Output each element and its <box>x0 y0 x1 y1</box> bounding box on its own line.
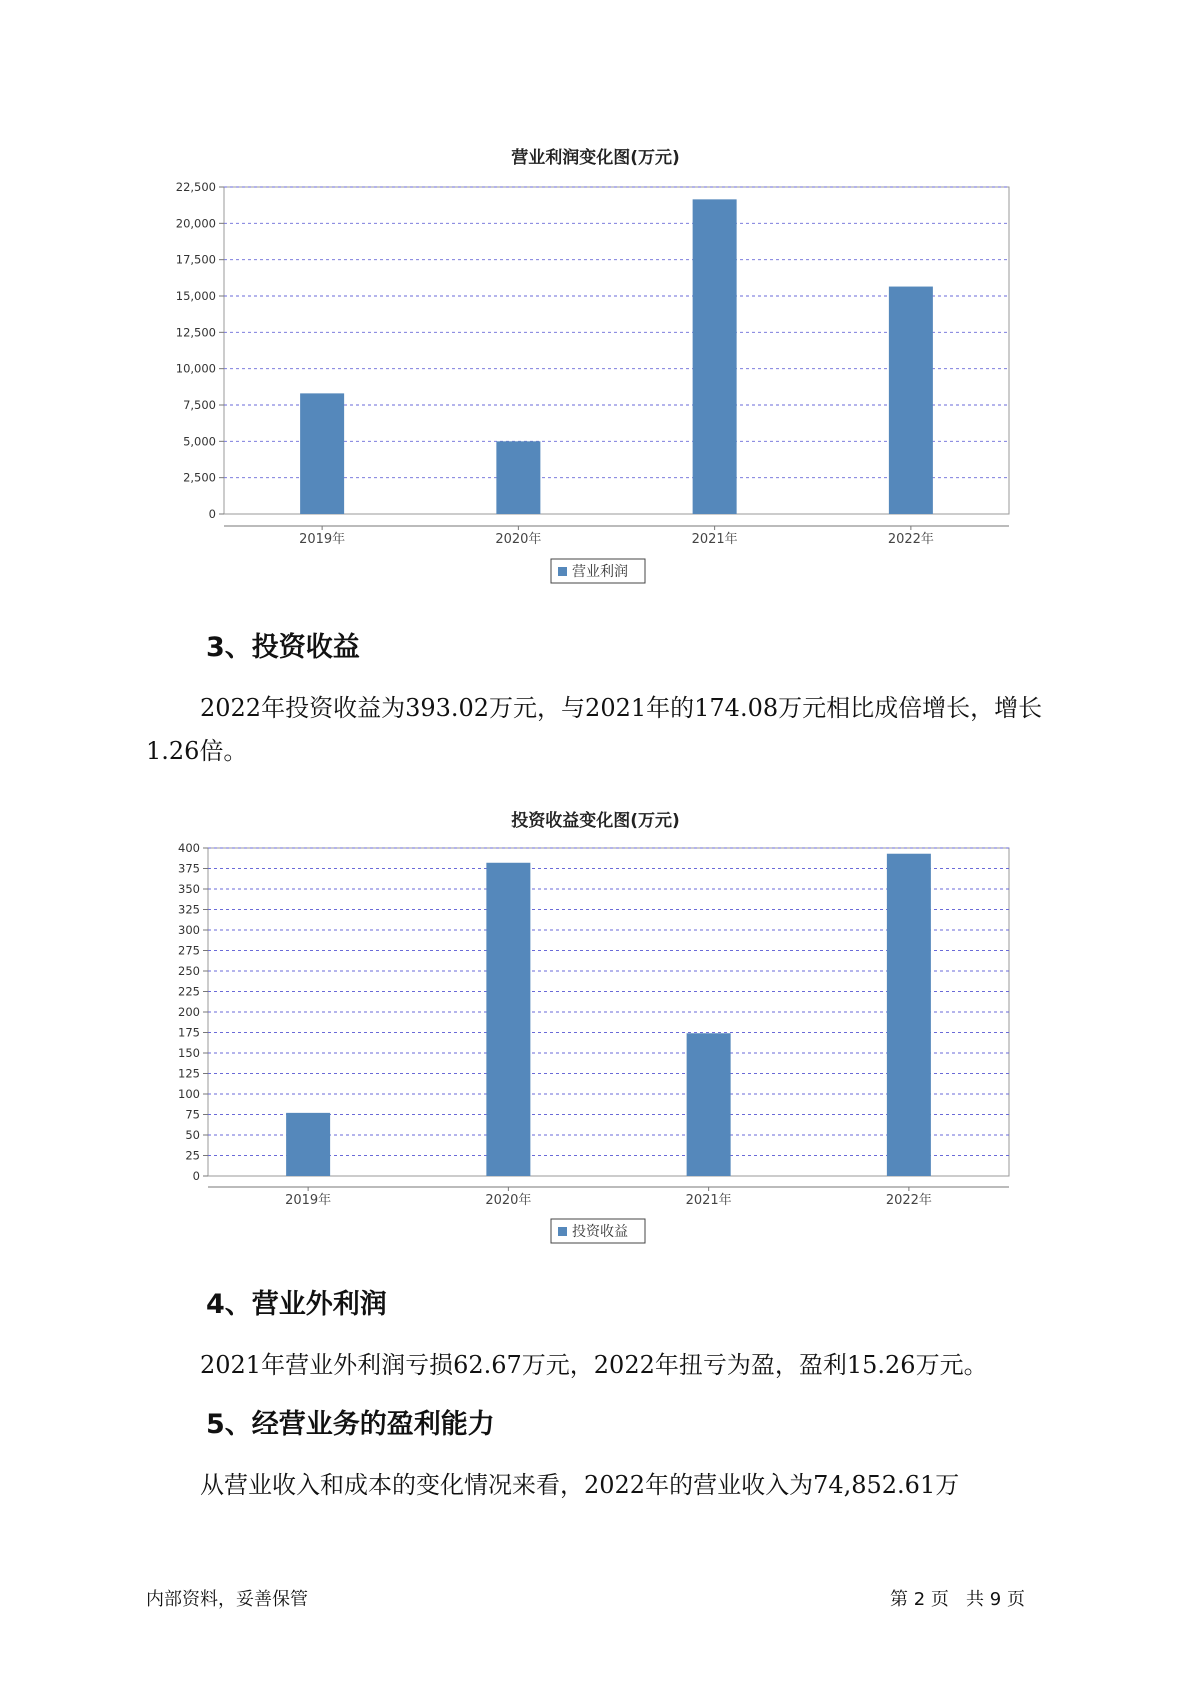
y-tick-label: 325 <box>178 902 200 917</box>
y-tick-label: 5,000 <box>183 434 216 449</box>
x-tick-label: 2020年 <box>495 532 542 547</box>
investment-income-paragraph: 2022年投资收益为393.02万元，与2021年的174.08万元相比成倍增长，增长1.26倍。 <box>146 694 1043 765</box>
y-tick-label: 12,500 <box>175 325 216 340</box>
section-heading-profitability: 5、经营业务的盈利能力 <box>206 1409 495 1440</box>
footer-page-number: 第 2 页 共 9 页 <box>890 1589 1025 1610</box>
x-tick-label: 2020年 <box>485 1193 532 1208</box>
y-tick-label: 7,500 <box>183 398 216 412</box>
y-tick-label: 300 <box>178 923 200 937</box>
y-tick-label: 275 <box>178 943 200 958</box>
profitability-paragraph: 从营业收入和成本的变化情况来看，2022年的营业收入为74,852.61万 <box>200 1471 960 1499</box>
x-tick-label: 2022年 <box>885 1193 932 1208</box>
y-tick-label: 125 <box>178 1066 200 1081</box>
y-tick-label: 225 <box>178 984 200 999</box>
y-tick-label: 175 <box>178 1025 200 1040</box>
y-tick-label: 17,500 <box>175 252 216 267</box>
chart-title: 投资收益变化图(万元) <box>511 811 680 831</box>
chart-title: 营业利润变化图(万元) <box>511 148 680 168</box>
y-tick-label: 22,500 <box>175 180 216 194</box>
footer-confidential-note: 内部资料，妥善保管 <box>146 1589 308 1610</box>
x-tick-label: 2021年 <box>685 1193 732 1208</box>
y-tick-label: 75 <box>185 1107 200 1122</box>
y-tick-label: 150 <box>178 1046 200 1060</box>
y-tick-label: 200 <box>178 1005 200 1019</box>
y-tick-label: 15,000 <box>175 289 216 303</box>
y-tick-label: 2,500 <box>183 470 216 485</box>
y-tick-label: 100 <box>178 1087 200 1101</box>
y-tick-label: 375 <box>178 861 200 876</box>
y-tick-label: 50 <box>185 1128 200 1142</box>
y-tick-label: 350 <box>178 882 200 896</box>
bar-2022年 <box>887 854 931 1176</box>
bar-2021年 <box>687 1033 731 1176</box>
x-tick-label: 2019年 <box>285 1193 332 1208</box>
legend-label: 营业利润 <box>572 564 628 580</box>
non-operating-profit-paragraph: 2021年营业外利润亏损62.67万元，2022年扭亏为盈，盈利15.26万元。 <box>200 1351 988 1379</box>
section-heading-investment-income: 3、投资收益 <box>206 632 360 663</box>
y-tick-label: 400 <box>178 841 200 855</box>
x-tick-label: 2021年 <box>691 532 738 547</box>
bar-2020年 <box>486 863 530 1176</box>
x-tick-label: 2019年 <box>299 532 346 547</box>
x-tick-label: 2022年 <box>887 532 934 547</box>
section-heading-non-operating-profit: 4、营业外利润 <box>206 1289 387 1320</box>
legend-label: 投资收益 <box>572 1224 628 1240</box>
y-tick-label: 25 <box>185 1148 200 1163</box>
y-tick-label: 20,000 <box>175 216 216 231</box>
y-tick-label: 0 <box>208 507 216 521</box>
legend-swatch <box>558 1227 567 1236</box>
y-tick-label: 250 <box>178 964 200 978</box>
y-tick-label: 10,000 <box>175 361 216 376</box>
y-tick-label: 0 <box>192 1169 200 1183</box>
bar-2019年 <box>286 1113 330 1176</box>
